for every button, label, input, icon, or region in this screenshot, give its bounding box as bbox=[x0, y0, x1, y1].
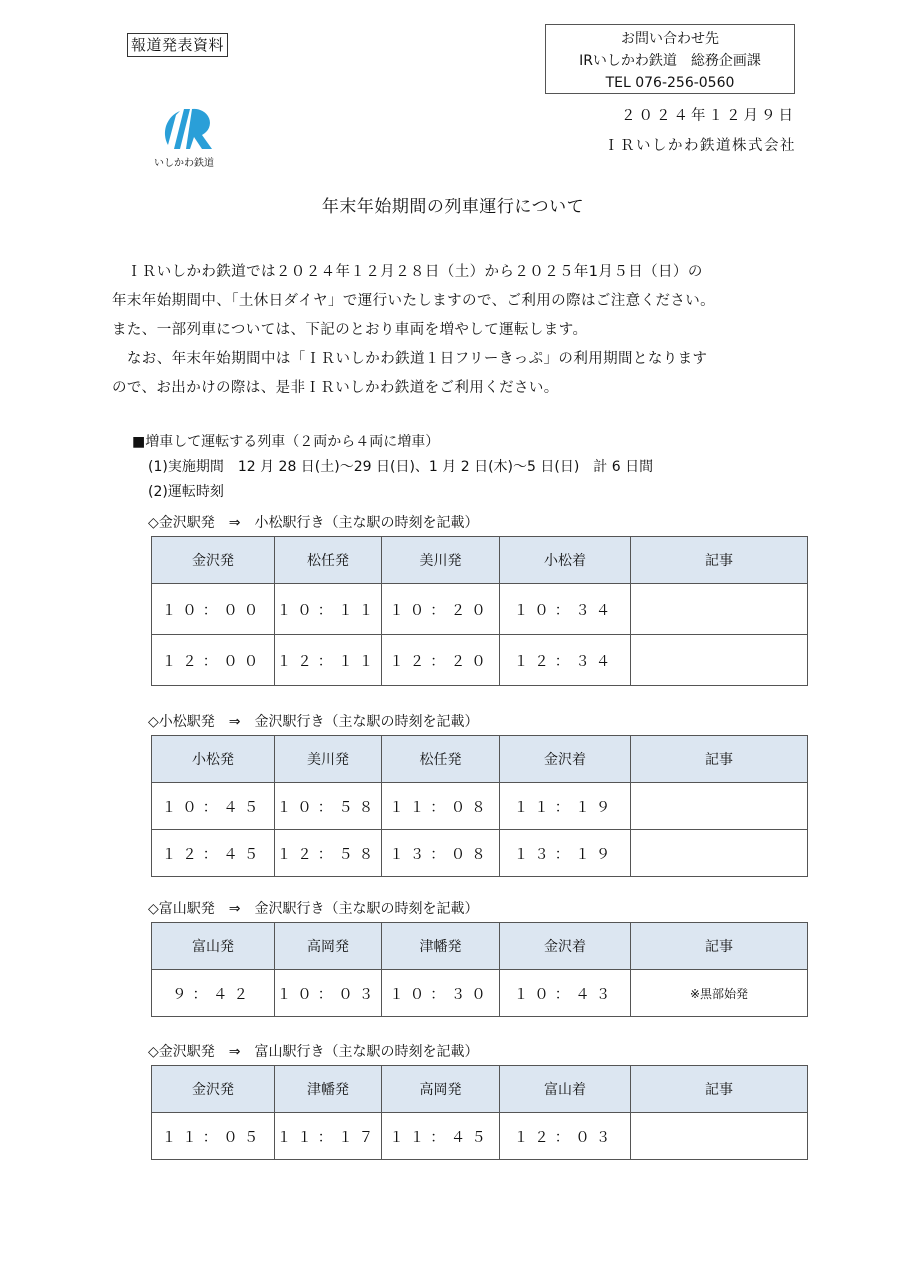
time-cell: １３：０８ bbox=[382, 830, 500, 877]
column-header: 美川発 bbox=[275, 736, 382, 783]
time-cell: １１：４５ bbox=[382, 1113, 500, 1160]
column-header: 富山着 bbox=[500, 1066, 631, 1113]
table-row bbox=[152, 635, 808, 686]
section-heading: ■増車して運転する列車（２両から４両に増車） bbox=[132, 434, 440, 450]
time-cell: １２：２０ bbox=[382, 635, 500, 686]
timetable-header-row bbox=[152, 537, 808, 584]
press-release-badge: 報道発表資料 bbox=[127, 33, 228, 57]
release-date: ２０２４年１２月９日 bbox=[621, 108, 796, 124]
time-cell: １０：３４ bbox=[500, 584, 631, 635]
timetable-header-row bbox=[152, 1066, 808, 1113]
logo-text: いしかわ鉄道 bbox=[154, 158, 214, 169]
timetable bbox=[151, 735, 808, 877]
contact-heading: お問い合わせ先 bbox=[621, 31, 719, 47]
column-header: 金沢発 bbox=[152, 537, 275, 584]
body-line: なお、年末年始期間中は「ＩＲいしかわ鉄道１日フリーきっぷ」の利用期間となります bbox=[112, 351, 708, 367]
table-row bbox=[152, 1113, 808, 1160]
time-cell: １０：３０ bbox=[382, 970, 500, 1017]
time-cell: １０：１１ bbox=[275, 584, 382, 635]
body-line: ので、お出かけの際は、是非ＩＲいしかわ鉄道をご利用ください。 bbox=[112, 380, 559, 396]
time-cell: １２：４５ bbox=[152, 830, 275, 877]
note-cell bbox=[631, 584, 808, 635]
column-header: 津幡発 bbox=[275, 1066, 382, 1113]
note-cell bbox=[631, 830, 808, 877]
route-title: ◇金沢駅発 ⇒ 小松駅行き（主な駅の時刻を記載） bbox=[148, 515, 479, 531]
contact-phone: TEL 076-256-0560 bbox=[605, 75, 735, 91]
timetable-header-row bbox=[152, 736, 808, 783]
company-name: ＩＲいしかわ鉄道株式会社 bbox=[604, 138, 796, 154]
column-header: 小松着 bbox=[500, 537, 631, 584]
column-header: 金沢着 bbox=[500, 923, 631, 970]
note-cell bbox=[631, 635, 808, 686]
column-header: 記事 bbox=[631, 736, 808, 783]
contact-department: IRいしかわ鉄道 総務企画課 bbox=[579, 53, 761, 69]
time-cell: １２：３４ bbox=[500, 635, 631, 686]
document-title: 年末年始期間の列車運行について bbox=[321, 197, 585, 217]
time-cell: １１：１７ bbox=[275, 1113, 382, 1160]
note-cell bbox=[631, 1113, 808, 1160]
time-cell: １０：４５ bbox=[152, 783, 275, 830]
time-cell: ９：４２ bbox=[152, 970, 275, 1017]
time-cell: １２：１１ bbox=[275, 635, 382, 686]
column-header: 富山発 bbox=[152, 923, 275, 970]
note-cell bbox=[631, 783, 808, 830]
table-row bbox=[152, 783, 808, 830]
time-cell: １３：１９ bbox=[500, 830, 631, 877]
table-row bbox=[152, 830, 808, 877]
column-header: 松任発 bbox=[275, 537, 382, 584]
column-header: 小松発 bbox=[152, 736, 275, 783]
time-cell: １０：０３ bbox=[275, 970, 382, 1017]
column-header: 高岡発 bbox=[275, 923, 382, 970]
column-header: 高岡発 bbox=[382, 1066, 500, 1113]
extra-cars-section bbox=[132, 430, 653, 505]
time-cell: １２：００ bbox=[152, 635, 275, 686]
time-cell: １０：００ bbox=[152, 584, 275, 635]
column-header: 記事 bbox=[631, 1066, 808, 1113]
time-cell: １１：０５ bbox=[152, 1113, 275, 1160]
contact-box bbox=[545, 24, 795, 94]
table-row bbox=[152, 970, 808, 1017]
column-header: 美川発 bbox=[382, 537, 500, 584]
time-cell: １０：４３ bbox=[500, 970, 631, 1017]
column-header: 津幡発 bbox=[382, 923, 500, 970]
times-label: (2)運転時刻 bbox=[148, 484, 224, 500]
column-header: 記事 bbox=[631, 537, 808, 584]
time-cell: １０：２０ bbox=[382, 584, 500, 635]
time-cell: １１：０８ bbox=[382, 783, 500, 830]
timetable bbox=[151, 536, 808, 686]
table-row bbox=[152, 584, 808, 635]
time-cell: １０：５８ bbox=[275, 783, 382, 830]
note-cell: ※黒部始発 bbox=[631, 970, 808, 1017]
timetable bbox=[151, 1065, 808, 1160]
period-line: (1)実施期間 12 月 28 日(土)～29 日(日)、1 月 2 日(木)～5 日(日) 計 6 日間 bbox=[148, 459, 654, 475]
column-header: 金沢着 bbox=[500, 736, 631, 783]
body-line: ＩＲいしかわ鉄道では２０２４年１２月２８日（土）から２０２５年1月５日（日）の bbox=[112, 264, 703, 280]
route-title: ◇小松駅発 ⇒ 金沢駅行き（主な駅の時刻を記載） bbox=[148, 714, 479, 730]
route-title: ◇富山駅発 ⇒ 金沢駅行き（主な駅の時刻を記載） bbox=[148, 901, 479, 917]
time-cell: １１：１９ bbox=[500, 783, 631, 830]
body-line: 年末年始期間中、「土休日ダイヤ」で運行いたしますので、ご利用の際はご注意ください。 bbox=[112, 293, 716, 309]
timetable-header-row bbox=[152, 923, 808, 970]
timetable bbox=[151, 922, 808, 1017]
time-cell: １２：０３ bbox=[500, 1113, 631, 1160]
body-paragraph bbox=[112, 258, 812, 403]
route-title: ◇金沢駅発 ⇒ 富山駅行き（主な駅の時刻を記載） bbox=[148, 1044, 479, 1060]
time-cell: １２：５８ bbox=[275, 830, 382, 877]
column-header: 金沢発 bbox=[152, 1066, 275, 1113]
column-header: 記事 bbox=[631, 923, 808, 970]
column-header: 松任発 bbox=[382, 736, 500, 783]
body-line: また、一部列車については、下記のとおり車両を増やして運転します。 bbox=[112, 322, 588, 338]
